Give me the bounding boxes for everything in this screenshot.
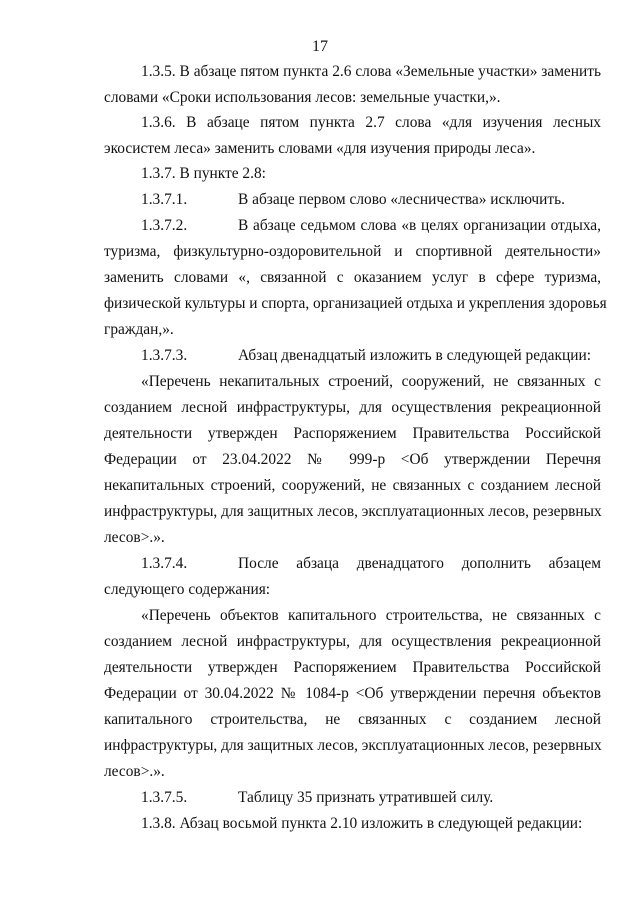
text-line: деятельности утвержден Распоряжением Правительства Российской <box>104 425 601 442</box>
text-line: капитального строительства, не связанных с созданием лесной <box>104 711 601 728</box>
text-line: Федерации от 23.04.2022 № 999-р <Об утверждении Перечня <box>104 451 601 468</box>
item-text: Таблицу 35 признать утратившей силу. <box>238 789 494 806</box>
item-text: После абзаца двенадцатого дополнить абзацем <box>238 555 601 572</box>
item-text: Абзац двенадцатый изложить в следующей редакции: <box>238 347 591 364</box>
text-line: инфраструктуры, для защитных лесов, эксплуатационных лесов, резервных <box>104 737 602 754</box>
text-line: Федерации от 30.04.2022 № 1084-р <Об утверждении перечня объектов <box>104 685 601 702</box>
text-line: созданием лесной инфраструктуры, для осуществления рекреационной <box>104 399 601 416</box>
text-line: «Перечень некапитальных строений, сооружений, не связанных с <box>141 373 601 390</box>
paragraph-1-3-7 <box>104 161 601 187</box>
quoted-paragraph-2 <box>104 603 601 785</box>
text-line: словами «Сроки использования лесов: земельные участки,». <box>104 89 501 106</box>
text-line: деятельности утвержден Распоряжением Правительства Российской <box>104 659 601 676</box>
text-line: заменить словами «, связанной с оказанием услуг в сфере туризма, <box>104 269 601 286</box>
item-number: 1.3.7.3. <box>141 347 188 364</box>
paragraph-1-3-7-2 <box>104 213 607 343</box>
paragraph-1-3-8 <box>104 811 601 837</box>
text-line <box>104 343 601 369</box>
item-number: 1.3.7.5. <box>141 789 188 806</box>
item-number: 1.3.7.2. <box>141 217 188 234</box>
paragraph-1-3-7-3 <box>104 343 601 369</box>
text-line: туризма, физкультурно-оздоровительной и спортивной деятельности» <box>104 243 601 260</box>
text-line: 1.3.8. Абзац восьмой пункта 2.10 изложить в следующей редакции: <box>141 815 583 832</box>
text-line: 1.3.5. В абзаце пятом пункта 2.6 слова «Земельные участки» заменить <box>141 63 601 80</box>
text-line: инфраструктуры, для защитных лесов, эксплуатационных лесов, резервных <box>104 503 602 520</box>
paragraph-1-3-6 <box>104 110 601 162</box>
text-line <box>104 785 601 811</box>
item-text: В абзаце седьмом слова «в целях организации отдыха, <box>238 217 601 234</box>
text-line: созданием лесной инфраструктуры, для осуществления рекреационной <box>104 633 601 650</box>
text-line <box>104 551 601 577</box>
text-line <box>104 187 601 213</box>
item-number: 1.3.7.1. <box>141 191 188 208</box>
item-number: 1.3.7.4. <box>141 555 188 572</box>
text-line: лесов>.». <box>104 529 165 546</box>
paragraph-1-3-5 <box>104 59 601 111</box>
item-text: В абзаце первом слово «лесничества» исключить. <box>238 191 565 208</box>
text-line <box>104 213 601 239</box>
paragraph-1-3-7-5 <box>104 785 601 811</box>
paragraph-1-3-7-4 <box>104 551 601 603</box>
paragraph-1-3-7-1 <box>104 187 601 213</box>
quoted-paragraph-1 <box>104 369 601 551</box>
text-line: 1.3.6. В абзаце пятом пункта 2.7 слова «для изучения лесных <box>141 114 601 131</box>
text-line: лесов>.». <box>104 763 165 780</box>
text-line: некапитальных строений, сооружений, не связанных с созданием лесной <box>104 477 601 494</box>
text-line: граждан,». <box>104 321 174 338</box>
text-line: следующего содержания: <box>104 581 271 598</box>
text-line: физической культуры и спорта, организацией отдыха и укрепления здоровья <box>104 295 607 312</box>
text-line: экосистем леса» заменить словами «для изучения природы леса». <box>104 140 536 157</box>
text-line: «Перечень объектов капитального строительства, не связанных с <box>141 607 601 624</box>
page-number: 17 <box>312 38 328 55</box>
text-line: 1.3.7. В пункте 2.8: <box>141 165 266 182</box>
